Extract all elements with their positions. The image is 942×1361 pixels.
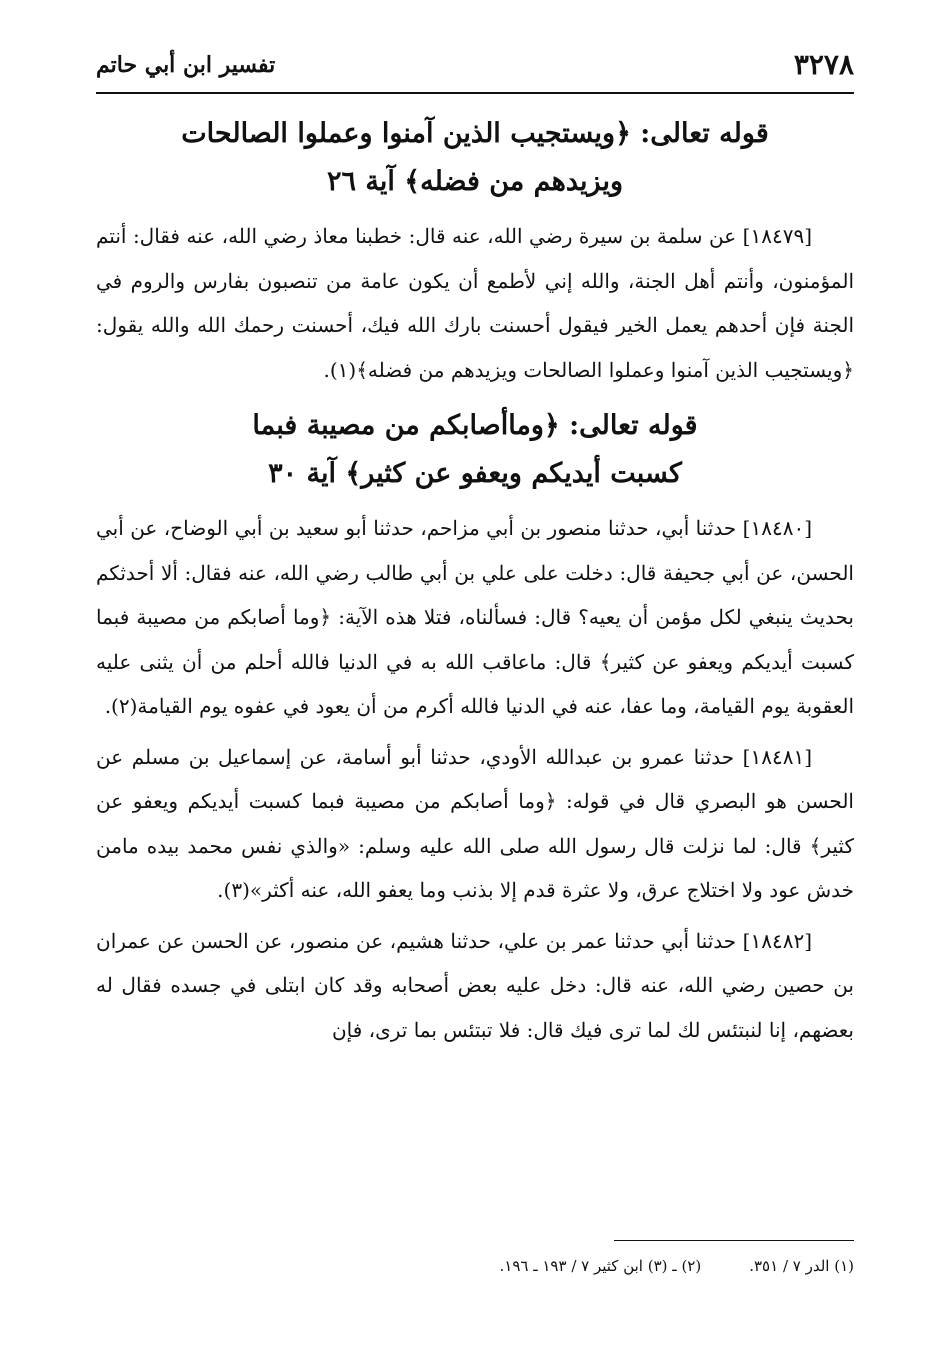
heading-line: ويزيدهم من فضله﴾ آية ٢٦ xyxy=(326,166,624,197)
page-content xyxy=(96,106,854,1058)
book-title: تفسير ابن أبي حاتم xyxy=(96,52,276,78)
section-heading xyxy=(96,110,854,206)
hadith-paragraph: [١٨٤٨٠] حدثنا أبي، حدثنا منصور بن أبي مزاحم، حدثنا أبو سعيد بن أبي الوضاح، عن أبي الحسن، عن أبي جحيفة قال: دخلت على علي بن أبي طالب رضي الله، عنه فقال: ألا أحدثكم بحديث ينبغي لكل مؤمن أن يعيه؟ قال: فسألناه، فتلا هذه الآية: ﴿وما أصابكم من مصيبة فبما كسبت أيديكم ويعفو عن كثير﴾ قال: ماعاقب الله به في الدنيا فالله أحلم من أن يثنى عليه العقوبة يوم القيامة، وما عفا، عنه في الدنيا فالله أكرم من أن يعود في عفوه يوم القيامة(٢). xyxy=(96,516,854,718)
heading-line: قوله تعالى: ﴿وماأصابكم من مصيبة فبما xyxy=(252,410,698,441)
footnote-line xyxy=(96,1257,854,1275)
page-header xyxy=(96,40,854,94)
heading-line: كسبت أيديكم ويعفو عن كثير﴾ آية ٣٠ xyxy=(268,458,682,489)
heading-line: قوله تعالى: ﴿ويستجيب الذين آمنوا وعملوا الصالحات xyxy=(181,118,769,149)
hadith-paragraph: [١٨٤٨١] حدثنا عمرو بن عبدالله الأودي، حدثنا أبو أسامة، عن إسماعيل بن مسلم عن الحسن هو البصري قال في قوله: ﴿وما أصابكم من مصيبة فبما كسبت أيديكم ويعفو عن كثير﴾ قال: لما نزلت قال رسول الله صلى الله عليه وسلم: «والذي نفس محمد بيده مامن خدش عود ولا اختلاج عرق، ولا عثرة قدم إلا بذنب وما يعفو الله، عنه أكثر»(٣). xyxy=(96,744,854,902)
footnote: (٢) ـ (٣) ابن كثير ٧ / ١٩٣ ـ ١٩٦. xyxy=(499,1257,702,1275)
hadith-paragraph: [١٨٤٨٢] حدثنا أبي حدثنا عمر بن علي، حدثنا هشيم، عن منصور، عن الحسن عن عمران بن حصين رضي الله، عنه قال: دخل عليه بعض أصحابه وقد كان ابتلى في جسده فقال له بعضهم، إنا لنبتئس لك لما ترى فيك قال: فلا تبتئس بما ترى، فإن xyxy=(96,928,854,1042)
section-heading xyxy=(96,402,854,498)
page-number: ٣٢٧٨ xyxy=(793,48,854,81)
footnotes xyxy=(96,1240,854,1275)
hadith-paragraph: [١٨٤٧٩] عن سلمة بن سيرة رضي الله، عنه قال: خطبنا معاذ رضي الله، عنه فقال: أنتم المؤمنون، وأنتم أهل الجنة، والله إني لأطمع أن يكون عامة من تنصبون بفارس والروم في الجنة فإن أحدهم يعمل الخير فيقول أحسنت بارك الله فيك، أحسنت رحمك الله والله يقول: ﴿ويستجيب الذين آمنوا وعملوا الصالحات ويزيدهم من فضله﴾(١). xyxy=(96,224,854,382)
footnote-divider xyxy=(614,1240,854,1241)
footnote: (١) الدر ٧ / ٣٥١. xyxy=(749,1257,854,1275)
